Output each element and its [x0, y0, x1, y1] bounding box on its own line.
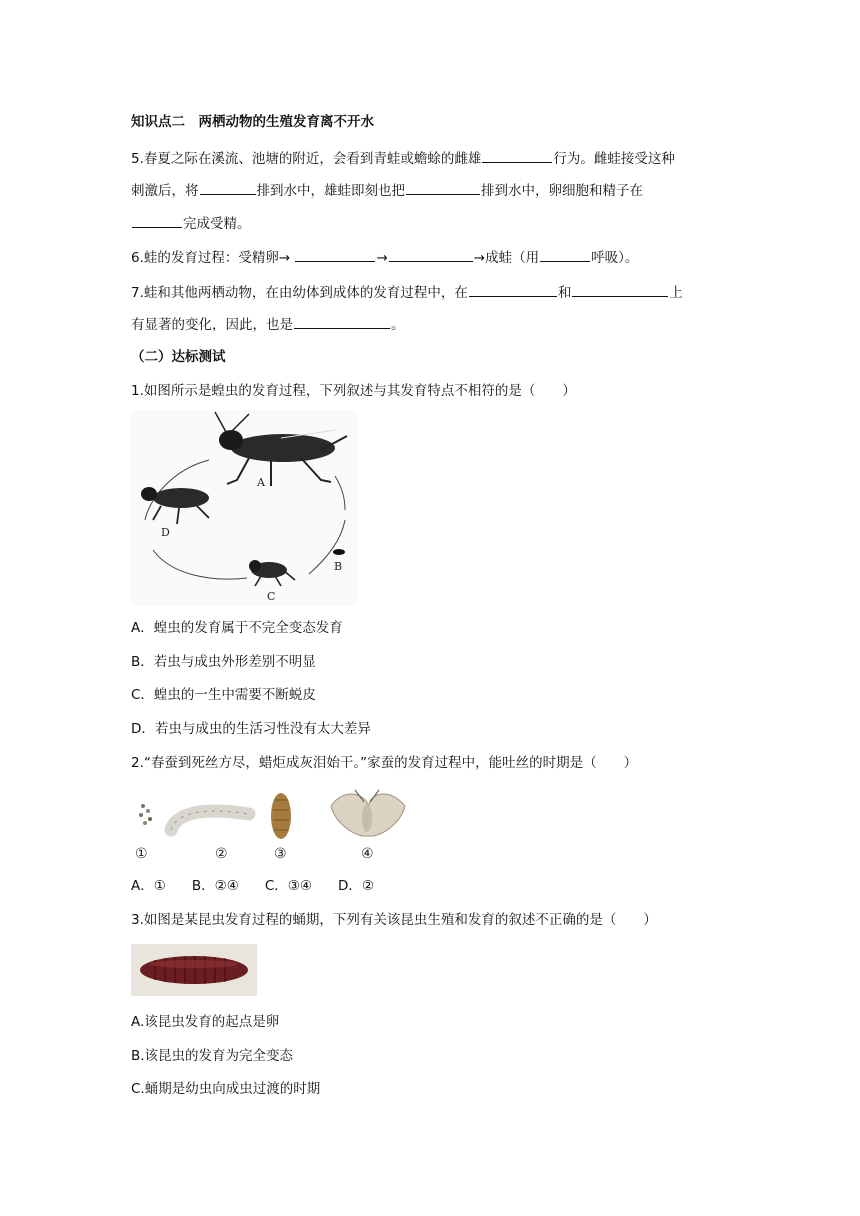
question-5-line-1: 5.春夏之际在溪流、池塘的附近，会看到青蛙或蟾蜍的雌雄 行为。雌蛙接受这种 [131, 148, 675, 168]
test-1-option-c[interactable]: C．蝗虫的一生中需要不断蜕皮 [131, 687, 316, 703]
pupa-highlight [150, 960, 238, 968]
figure-label: ① [135, 846, 148, 862]
test-2-option-b[interactable]: B．②④ [191, 878, 239, 894]
answer-blank[interactable] [540, 247, 590, 262]
test-3-option-c[interactable]: C.蛹期是幼虫向成虫过渡的时期 [131, 1081, 321, 1097]
answer-blank[interactable] [469, 282, 557, 297]
silkworm-larva-icon [171, 811, 249, 830]
figure-label: D [161, 526, 170, 539]
test-1-option-a[interactable]: A．蝗虫的发育属于不完全变态发育 [131, 620, 343, 636]
test-2-option-d[interactable]: D．② [337, 878, 374, 894]
pupa-photo [131, 944, 257, 996]
figure-label: B [334, 560, 343, 573]
test-1-option-d[interactable]: D．若虫与成虫的生活习性没有太大差异 [131, 721, 371, 737]
egg-icon [333, 549, 345, 555]
locust-development-figure [131, 410, 357, 606]
test-2-stem: 2.“春蚕到死丝方尽，蜡炬成灰泪始干。”家蚕的发育过程中，能吐丝的时期是（ ） [131, 755, 638, 771]
test-3-stem: 3.如图是某昆虫发育过程的蛹期，下列有关该昆虫生殖和发育的叙述不正确的是（ ） [131, 912, 657, 928]
test-1-stem: 1.如图所示是蝗虫的发育过程，下列叙述与其发育特点不相符的是（ ） [131, 383, 576, 399]
figure-label: ③ [274, 846, 287, 862]
test-2-options [131, 877, 400, 895]
question-5-line-3: 完成受精。 [131, 213, 251, 233]
figure-label: ④ [361, 846, 374, 862]
test-1-option-b[interactable]: B．若虫与成虫外形差别不明显 [131, 654, 316, 670]
silkworm-eggs-icon [139, 804, 152, 825]
question-7-line-2: 有显著的变化，因此，也是 。 [131, 314, 405, 334]
figure-label: ② [215, 846, 228, 862]
answer-blank[interactable] [406, 180, 480, 195]
answer-blank[interactable] [572, 282, 668, 297]
answer-blank[interactable] [200, 180, 256, 195]
figure-label: C [267, 590, 276, 603]
question-6: 6.蛙的发育过程：受精卵→ → →成蛙（用 呼吸）。 [131, 247, 638, 267]
silk-moth-icon [331, 790, 405, 836]
question-5-line-2: 刺激后，将 排到水中，雄蛙即刻也把 排到水中，卵细胞和精子在 [131, 180, 643, 200]
answer-blank[interactable] [295, 247, 375, 262]
answer-blank[interactable] [482, 148, 552, 163]
test-heading: （二）达标测试 [131, 349, 226, 365]
answer-blank[interactable] [132, 213, 182, 228]
test-3-option-a[interactable]: A.该昆虫发育的起点是卵 [131, 1014, 280, 1030]
silkworm-development-figure [131, 786, 421, 866]
answer-blank[interactable] [294, 314, 390, 329]
figure-label: A [257, 476, 265, 489]
section-heading: 知识点二 两栖动物的生殖发育离不开水 [131, 114, 374, 130]
test-2-option-c[interactable]: C．③④ [264, 878, 312, 894]
test-2-option-a[interactable]: A．① [131, 878, 166, 894]
test-3-option-b[interactable]: B.该昆虫的发育为完全变态 [131, 1048, 294, 1064]
question-7-line-1: 7.蛙和其他两栖动物，在由幼体到成体的发育过程中，在 和 上 [131, 282, 683, 302]
answer-blank[interactable] [389, 247, 473, 262]
